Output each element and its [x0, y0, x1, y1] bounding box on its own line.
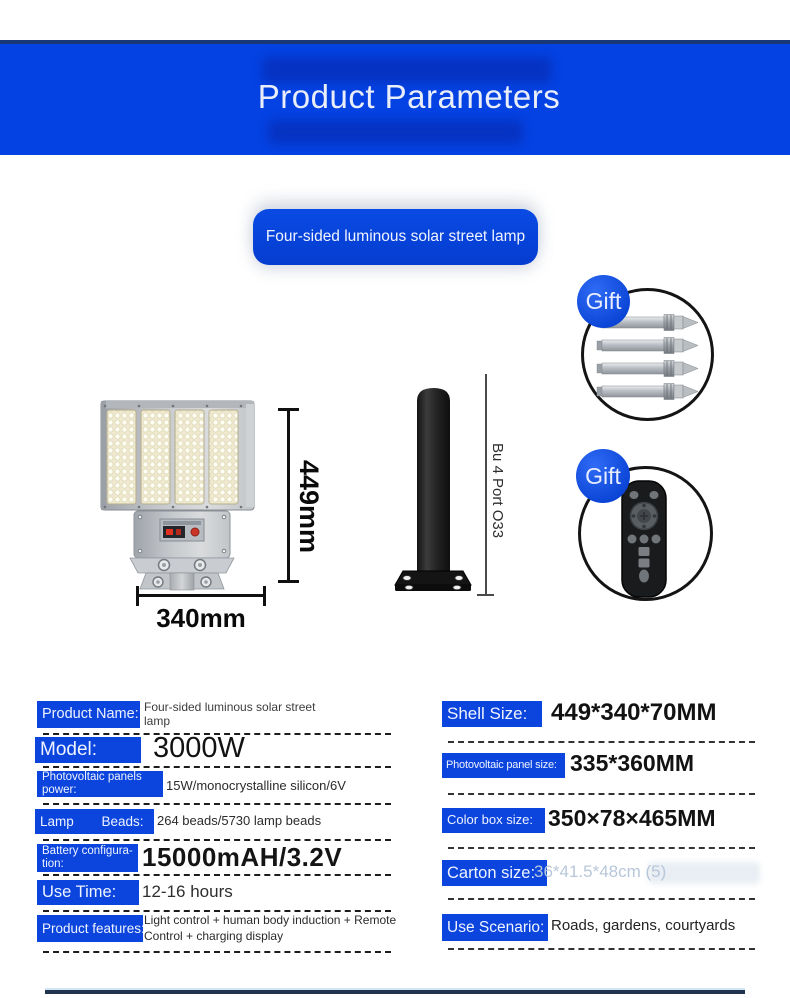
mounting-pole-image	[393, 385, 473, 597]
spec-label-lamp-beads: Lamp Beads:	[35, 809, 154, 834]
spec-label-use-time: Use Time:	[37, 880, 139, 905]
spec-label-color-box: Color box size:	[442, 808, 545, 833]
decorative-watermark	[268, 120, 523, 144]
divider	[448, 793, 755, 795]
spec-label-pv-size: Photovoltaic panel size:	[442, 753, 565, 778]
divider	[43, 874, 391, 876]
spec-value-use-time: 12-16 hours	[142, 882, 233, 901]
pole-dimension-label: Bu 4 Port O33	[489, 443, 506, 539]
spec-label-shell-size: Shell Size:	[442, 701, 542, 727]
spec-value-carton-size: 36*41.5*48cm (5)	[534, 862, 667, 881]
pole-dimension-line	[485, 374, 487, 596]
remote-control-image	[619, 479, 669, 599]
spec-value-model: 3000W	[153, 732, 245, 764]
spec-label-carton-size: Carton size:	[442, 860, 547, 886]
width-dimension-line	[136, 594, 266, 597]
spec-value-pv-power: 15W/monocrystalline silicon/6V	[166, 778, 346, 793]
spec-value-battery: 15000mAH/3.2V	[142, 842, 343, 872]
divider	[448, 741, 755, 743]
divider	[43, 839, 391, 841]
height-dimension-tick-bottom	[278, 580, 299, 583]
height-dimension-tick-top	[278, 408, 299, 411]
spec-label-battery: Battery configura-tion:	[37, 844, 138, 872]
divider	[43, 766, 391, 768]
gift-badge	[576, 449, 630, 503]
width-dimension-label: 340mm	[156, 603, 246, 633]
divider	[448, 948, 755, 950]
spec-value-lamp-beads: 264 beads/5730 lamp beads	[157, 813, 322, 828]
height-dimension-label: 449mm	[294, 460, 324, 554]
spec-label-features: Product features:	[37, 915, 143, 942]
spec-label-model: Model:	[35, 737, 141, 763]
spec-value-product-name: Four-sided luminous solar street lamp	[144, 700, 316, 729]
spec-value-use-scenario: Roads, gardens, courtyards	[551, 917, 736, 934]
spec-value-features: Light control + human body induction + Remote Control + charging display	[144, 913, 397, 943]
gift-badge	[577, 275, 630, 328]
divider	[43, 951, 391, 953]
pole-dimension-tick	[477, 594, 494, 596]
divider	[43, 803, 391, 805]
spec-label-pv-power: Photovoltaic panels power:	[37, 771, 163, 797]
divider	[448, 898, 755, 900]
street-lamp-image	[100, 398, 262, 592]
spec-value-pv-size: 335*360MM	[570, 750, 695, 776]
height-dimension-line	[287, 409, 290, 583]
gift-badge-label: Gift	[585, 462, 621, 489]
spec-value-shell-size: 449*340*70MM	[551, 699, 717, 726]
spec-label-product-name: Product Name:	[37, 701, 140, 728]
spec-label-use-scenario: Use Scenario:	[442, 914, 548, 941]
spec-value-color-box: 350×78×465MM	[548, 805, 716, 831]
product-title-badge: Four-sided luminous solar street lamp	[253, 209, 538, 265]
section-divider-line	[45, 990, 745, 994]
divider	[448, 847, 755, 849]
divider	[43, 910, 391, 912]
gift-badge-label: Gift	[585, 288, 622, 314]
page-title: Product Parameters	[257, 78, 561, 115]
